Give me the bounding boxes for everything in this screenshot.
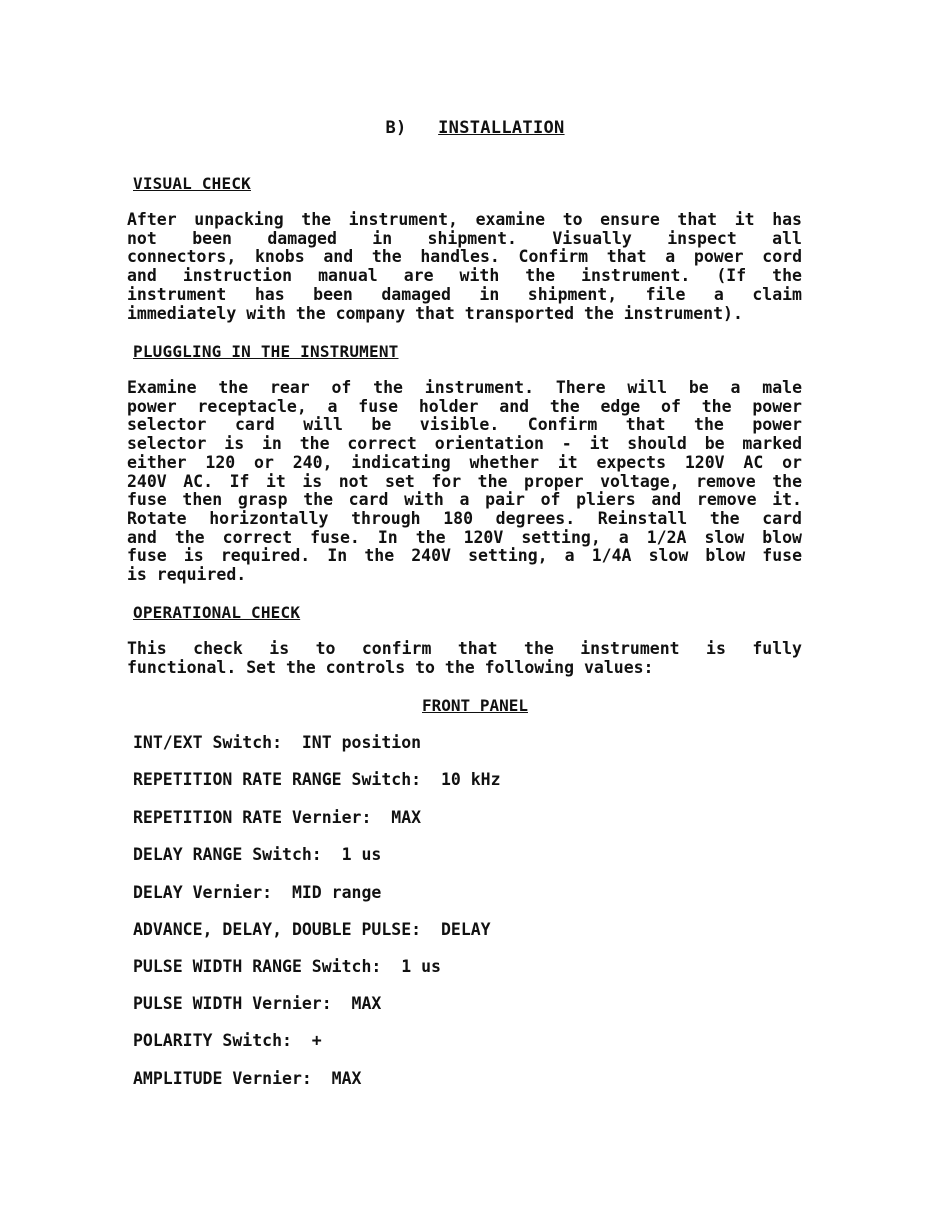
paragraph-line: Rotate horizontally through 180 degrees. Reinstall the card <box>127 508 802 528</box>
paragraph-line: Examine the rear of the instrument. There will be a male <box>127 378 802 397</box>
paragraph-line: is required. <box>127 565 247 585</box>
paragraph-line: After unpacking the instrument, examine to ensure that it has <box>127 210 802 229</box>
setting-rep-rate-vernier: REPETITION RATE Vernier: MAX <box>133 808 422 827</box>
setting-polarity: POLARITY Switch: + <box>133 1031 322 1050</box>
section-title <box>0 118 950 138</box>
section-number: B) <box>385 118 407 138</box>
plugging-in-heading: PLUGGLING IN THE INSTRUMENT <box>133 342 399 361</box>
setting-int-ext: INT/EXT Switch: INT position <box>133 733 422 752</box>
paragraph-line: either 120 or 240, indicating whether it expects 120V AC or <box>127 452 802 472</box>
paragraph-line: and the correct fuse. In the 120V setting, a 1/2A slow blow <box>127 527 802 547</box>
front-panel-heading <box>0 696 950 715</box>
paragraph-line: fuse is required. In the 240V setting, a 1/4A slow blow fuse <box>127 546 802 566</box>
paragraph-line: connectors, knobs and the handles. Confirm that a power cord <box>127 247 802 267</box>
setting-delay-range: DELAY RANGE Switch: 1 us <box>133 845 382 864</box>
setting-pulse-width-range: PULSE WIDTH RANGE Switch: 1 us <box>133 957 441 976</box>
paragraph-line: fuse then grasp the card with a pair of pliers and remove it. <box>127 490 802 510</box>
operational-check-heading: OPERATIONAL CHECK <box>133 603 301 622</box>
visual-check-heading: VISUAL CHECK <box>133 174 251 193</box>
paragraph-line: and instruction manual are with the instrument. (If the <box>127 266 802 286</box>
setting-advance-delay-double: ADVANCE, DELAY, DOUBLE PULSE: DELAY <box>133 920 491 939</box>
paragraph-line: 240V AC. If it is not set for the proper voltage, remove the <box>127 471 802 491</box>
visual-check-paragraph <box>127 211 802 323</box>
paragraph-line: This check is to confirm that the instrument is fully <box>127 639 802 658</box>
setting-delay-vernier: DELAY Vernier: MID range <box>133 883 382 902</box>
setting-rep-rate-range: REPETITION RATE RANGE Switch: 10 kHz <box>133 770 501 789</box>
paragraph-line: selector is in the correct orientation - it should be marked <box>127 434 802 454</box>
plugging-in-paragraph <box>127 379 802 585</box>
paragraph-line: not been damaged in shipment. Visually inspect all <box>127 228 802 248</box>
paragraph-line: functional. Set the controls to the following values: <box>127 657 654 677</box>
setting-amplitude-vernier: AMPLITUDE Vernier: MAX <box>133 1069 362 1088</box>
paragraph-line: power receptacle, a fuse holder and the edge of the power <box>127 396 802 416</box>
paragraph-line: selector card will be visible. Confirm that the power <box>127 415 802 435</box>
paragraph-line: instrument has been damaged in shipment, file a claim <box>127 284 802 304</box>
section-title-text: INSTALLATION <box>438 118 565 138</box>
operational-check-paragraph <box>127 640 802 677</box>
setting-pulse-width-vernier: PULSE WIDTH Vernier: MAX <box>133 994 382 1013</box>
paragraph-line: immediately with the company that transported the instrument). <box>127 303 743 323</box>
front-panel-heading-text: FRONT PANEL <box>422 696 528 715</box>
